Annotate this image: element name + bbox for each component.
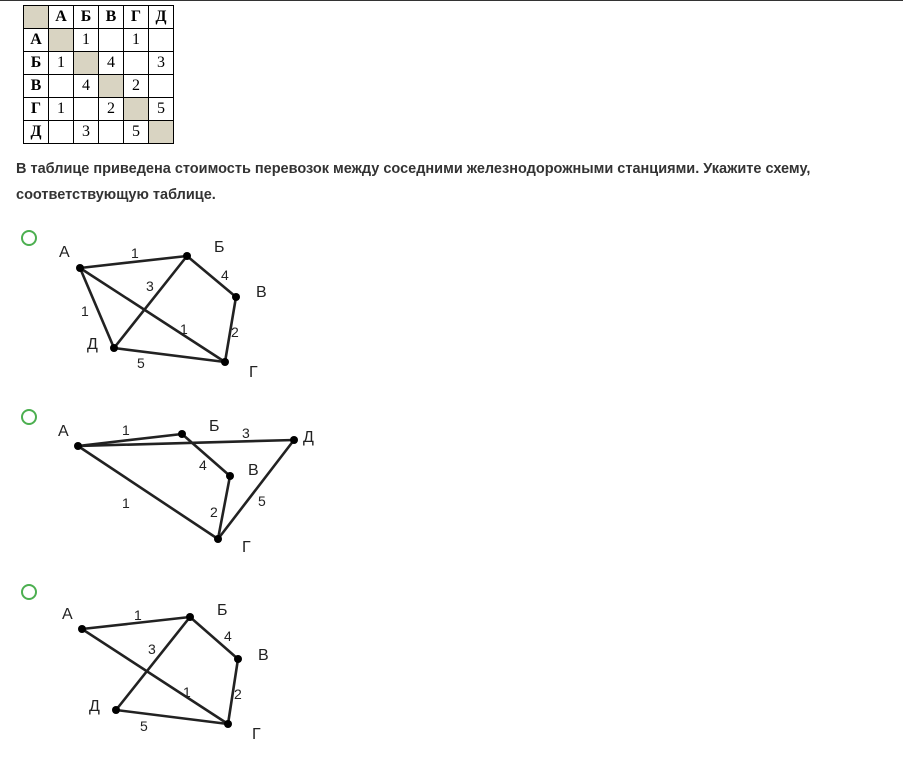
vertex-label: А [59,244,70,261]
vertex-label: Б [209,418,220,435]
option-3-graph [0,595,330,755]
table-cell-diagonal [99,75,124,98]
edge-weight: 5 [140,718,148,734]
table-cell-diagonal [149,121,174,144]
vertex-dot [76,264,84,272]
table-cell-diagonal [124,98,149,121]
edge-weight: 5 [258,493,266,509]
vertex-label: Г [249,364,258,381]
edge-weight: 1 [134,607,142,623]
vertex-dot [110,344,118,352]
option-1-graph [0,225,330,390]
table-cell [74,98,99,121]
vertex-dot [224,720,232,728]
table-corner-cell [24,6,49,29]
edge-weight: 1 [183,684,191,700]
vertex-label: Б [217,602,228,619]
question-text: В таблице приведена стоимость перевозок между соседними железнодорожными станциями. Укажите схему, соответствующую таблице. [16,161,811,203]
table-col-header: Г [124,6,149,29]
table-col-header: Б [74,6,99,29]
vertex-dot [78,625,86,633]
vertex-label: Д [87,336,98,353]
vertex-dot [183,252,191,260]
top-divider [0,0,903,1]
edge-weight: 3 [242,425,250,441]
vertex-dot [232,293,240,301]
table-col-header: В [99,6,124,29]
table-cell: 5 [124,121,149,144]
vertex-dot [221,358,229,366]
table-cell [99,121,124,144]
option-2-graph [0,400,330,560]
table-cell [149,29,174,52]
vertex-label: В [258,647,269,664]
vertex-dot [214,535,222,543]
vertex-dot [178,430,186,438]
table-cell: 1 [74,29,99,52]
table-cell [99,29,124,52]
table-cell: 1 [49,98,74,121]
table-cell [49,121,74,144]
table-row-header: А [24,29,49,52]
table-row [24,52,174,75]
vertex-label: Д [89,698,100,715]
vertex-label: Г [242,539,251,556]
vertex-dot [186,613,194,621]
table-row [24,75,174,98]
table-cell: 5 [149,98,174,121]
vertex-dot [234,655,242,663]
table-header-row [24,6,174,29]
table-cell [149,75,174,98]
edge-weight: 1 [81,303,89,319]
vertex-dot [290,436,298,444]
edge-weight: 1 [180,321,188,337]
edge-b-d [116,617,190,710]
table-cell-diagonal [49,29,74,52]
table-cell: 4 [99,52,124,75]
table-cell: 4 [74,75,99,98]
edge-weight: 1 [122,495,130,511]
table-cell [49,75,74,98]
table-cell: 3 [149,52,174,75]
edge-weight: 4 [199,457,207,473]
table-row-header: В [24,75,49,98]
vertex-label: Д [303,429,314,446]
vertex-dot [226,472,234,480]
vertex-label: А [58,423,69,440]
vertex-label: Г [252,726,261,743]
table-cell-diagonal [74,52,99,75]
edge-weight: 1 [122,422,130,438]
table-row [24,98,174,121]
table-row-header: Д [24,121,49,144]
edge-weight: 2 [234,686,242,702]
table-row [24,121,174,144]
table-cell: 2 [99,98,124,121]
table-cell: 2 [124,75,149,98]
table-row-header: Г [24,98,49,121]
vertex-label: В [256,284,267,301]
edge-weight: 4 [224,628,232,644]
vertex-label: А [62,606,73,623]
vertex-dot [74,442,82,450]
edge-weight: 3 [146,278,154,294]
edge-b-d [114,256,187,348]
table-cell: 1 [124,29,149,52]
table-col-header: А [49,6,74,29]
edge-weight: 2 [231,324,239,340]
vertex-label: В [248,462,259,479]
edge-weight: 4 [221,267,229,283]
cost-table [23,5,174,144]
vertex-label: Б [214,239,225,256]
table-cell [124,52,149,75]
table-row [24,29,174,52]
edge-weight: 5 [137,355,145,371]
table-col-header: Д [149,6,174,29]
edge-weight: 2 [210,504,218,520]
vertex-dot [112,706,120,714]
edge-a-g [78,446,218,539]
edge-d-g [218,440,294,539]
table-cell: 3 [74,121,99,144]
table-row-header: Б [24,52,49,75]
table-cell: 1 [49,52,74,75]
edge-weight: 1 [131,245,139,261]
edge-weight: 3 [148,641,156,657]
